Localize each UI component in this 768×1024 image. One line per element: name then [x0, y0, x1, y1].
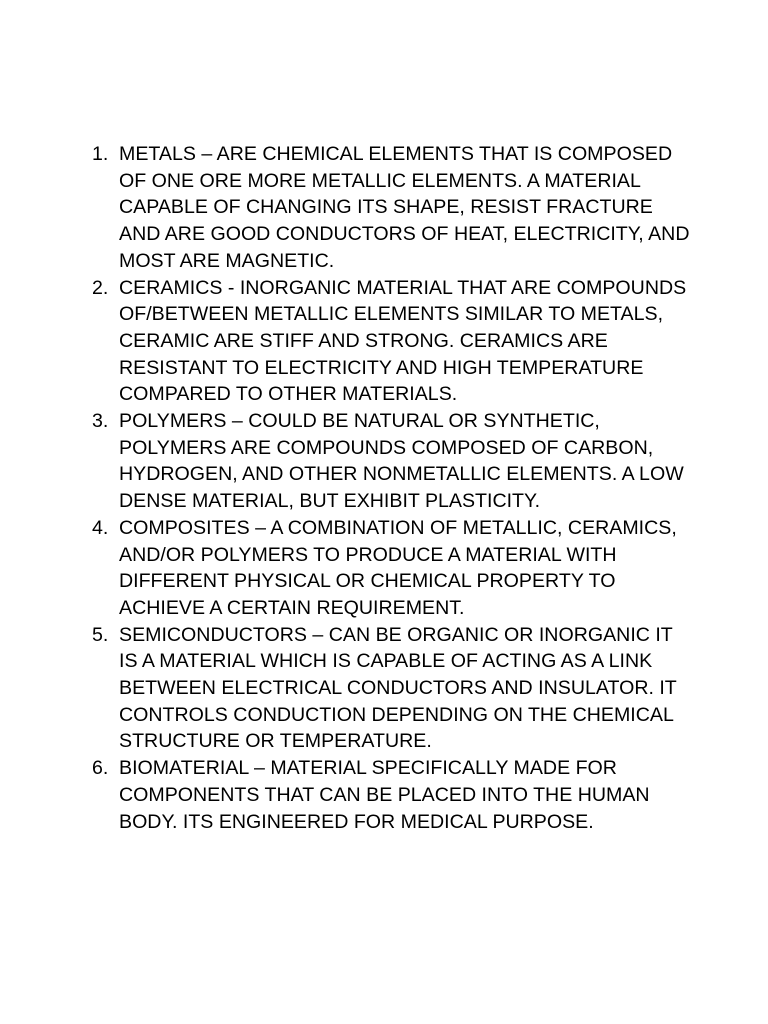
- list-item-number: 1.: [92, 143, 109, 165]
- materials-list: [92, 141, 692, 835]
- list-item-text: SEMICONDUCTORS – CAN BE ORGANIC OR INORGANIC IT IS A MATERIAL WHICH IS CAPABLE OF ACTING AS A LINK BETWEEN ELECTRICAL CONDUCTORS AND INSULATOR. IT CONTROLS CONDUCTION DEPENDING ON THE CHEMICAL STRUCTURE OR TEMPERATURE.: [119, 623, 677, 753]
- list-item-text: POLYMERS – COULD BE NATURAL OR SYNTHETIC, POLYMERS ARE COMPOUNDS COMPOSED OF CARBON, HYDROGEN, AND OTHER NONMETALLIC ELEMENTS. A LOW DENSE MATERIAL, BUT EXHIBIT PLASTICITY.: [119, 410, 684, 513]
- list-item-number: 6.: [92, 757, 109, 780]
- list-item-number: 4.: [92, 516, 109, 539]
- list-item-composites: [92, 515, 692, 622]
- list-item-number: 3.: [92, 410, 109, 433]
- list-item-text: COMPOSITES – A COMBINATION OF METALLIC, CERAMICS, AND/OR POLYMERS TO PRODUCE A MATERIAL WITH DIFFERENT PHYSICAL OR CHEMICAL PROPERTY TO ACHIEVE A CERTAIN REQUIREMENT.: [119, 516, 677, 619]
- list-item-number: 2.: [92, 276, 109, 299]
- list-item-ceramics: [92, 275, 692, 409]
- list-item-text: BIOMATERIAL – MATERIAL SPECIFICALLY MADE FOR COMPONENTS THAT CAN BE PLACED INTO THE HUMAN BODY. ITS ENGINEERED FOR MEDICAL PURPOSE.: [119, 757, 650, 833]
- list-item-number: 5.: [92, 623, 109, 646]
- list-item-polymers: [92, 408, 692, 515]
- list-item-text: METALS – ARE CHEMICAL ELEMENTS THAT IS COMPOSED OF ONE ORE MORE METALLIC ELEMENTS. A MATERIAL CAPABLE OF CHANGING ITS SHAPE, RESIST FRACTURE AND ARE GOOD CONDUCTORS OF HEAT, ELECTRICITY, AND MOST ARE MAGNETIC.: [119, 143, 690, 272]
- list-item-biomaterial: [92, 755, 692, 835]
- list-item-semiconductors: [92, 622, 692, 756]
- list-item-text: CERAMICS - INORGANIC MATERIAL THAT ARE COMPOUNDS OF/BETWEEN METALLIC ELEMENTS SIMILAR TO METALS, CERAMIC ARE STIFF AND STRONG. CERAMICS ARE RESISTANT TO ELECTRICITY AND HIGH TEMPERATURE COMPARED TO OTHER MATERIALS.: [119, 276, 687, 406]
- list-item-metals: [92, 141, 692, 275]
